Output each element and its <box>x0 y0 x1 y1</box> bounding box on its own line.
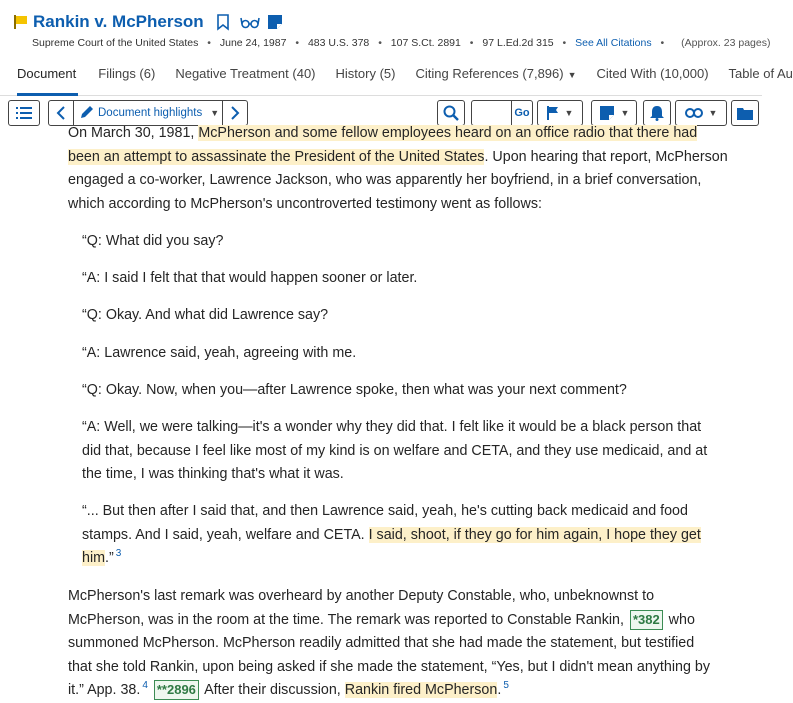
chevron-down-icon: ▼ <box>564 108 574 118</box>
page-count: (Approx. 23 pages) <box>681 37 771 49</box>
tab-filings[interactable]: Filings (6) <box>98 66 156 81</box>
tab-table-of-authorities[interactable]: Table of Au <box>728 66 793 81</box>
quote-line: “A: Lawrence said, yeah, agreeing with me. <box>82 345 357 361</box>
search-icon <box>443 105 459 121</box>
quote-line: “Q: What did you say? <box>82 233 224 249</box>
go-button[interactable]: Go <box>514 107 530 119</box>
paragraph-text: . <box>497 682 502 698</box>
highlighted-text[interactable]: I said, shoot, if they go for him again, I hope they get him <box>82 526 701 566</box>
document-body <box>0 125 762 703</box>
note-icon <box>599 105 615 121</box>
yellow-flag-icon[interactable] <box>13 14 29 30</box>
chevron-down-icon: ▼ <box>210 108 220 118</box>
chevron-left-icon <box>56 106 66 120</box>
bookmark-icon[interactable] <box>214 13 232 31</box>
highlighted-text[interactable]: Rankin fired McPherson <box>344 682 498 698</box>
title-row <box>13 12 292 32</box>
star-page-382[interactable]: *382 <box>630 610 663 630</box>
document-header <box>0 0 793 96</box>
chevron-right-icon <box>230 106 240 120</box>
chevron-down-icon: ▼ <box>620 108 630 118</box>
quote-text: .” <box>105 550 114 566</box>
footnote-5-link[interactable]: 5 <box>503 680 509 692</box>
citation-us: 483 U.S. 378 <box>307 37 370 49</box>
quote-line: “A: I said I felt that that would happen sooner or later. <box>82 270 418 286</box>
paragraph-text: McPherson's last remark was overheard by another Deputy Constable, who, unbeknownst to McPherson, was in the room at the time. The remark was reported to Constable Rankin, <box>68 588 655 628</box>
star-page-2896[interactable]: **2896 <box>154 680 199 700</box>
note-icon[interactable] <box>266 13 284 31</box>
document-highlights-label: Document highlights <box>98 107 203 119</box>
case-title[interactable]: Rankin v. McPherson <box>33 12 204 31</box>
link-icon <box>685 107 703 119</box>
paragraph-text: On March 30, 1981, <box>68 125 199 141</box>
tab-history[interactable]: History (5) <box>335 66 396 81</box>
citation-meta: Supreme Court of the United States • June 24, 1987 • 483 U.S. 378 • 107 S.Ct. 2891 • 97 L.Ed.2d 315 • See All Citations • (Approx. 23 pages) <box>32 37 771 49</box>
bell-icon <box>649 105 665 121</box>
court-name: Supreme Court of the United States <box>32 37 199 49</box>
document-tabs <box>0 62 793 96</box>
quote-line <box>82 500 712 571</box>
tab-cited-with[interactable]: Cited With (10,000) <box>596 66 709 81</box>
decision-date: June 24, 1987 <box>219 37 287 49</box>
paragraph-closing <box>68 585 718 703</box>
quote-line: “Q: Okay. Now, when you—after Lawrence spoke, then what was your next comment? <box>82 382 627 398</box>
flag-icon <box>547 106 559 120</box>
citation-led: 97 L.Ed.2d 315 <box>482 37 554 49</box>
tab-negative-treatment[interactable]: Negative Treatment (40) <box>175 66 316 81</box>
chevron-down-icon: ▼ <box>708 108 718 118</box>
list-icon <box>16 106 32 120</box>
toc-list-button[interactable] <box>8 100 40 126</box>
folder-icon <box>737 106 753 120</box>
paragraph-text: . Upon hearing that report, McPherson engaged a co-worker, Lawrence Jackson, who was apparently her boyfriend, in a brief conversation, which according to McPherson's uncontroverted testimony went as follows: <box>68 148 728 212</box>
folder-button[interactable] <box>731 100 759 126</box>
quote-text: “... But then after I said that, and then Lawrence said, yeah, he's cutting back medicaid and food stamps. And I said, yeah, welfare and CETA. <box>82 503 688 543</box>
paragraph-opening <box>68 122 728 216</box>
tab-citing-references[interactable] <box>415 62 576 96</box>
citation-sct: 107 S.Ct. 2891 <box>390 37 461 49</box>
quote-line: “Q: Okay. And what did Lawrence say? <box>82 307 329 323</box>
quote-line: “A: Well, we were talking—it's a wonder why they did that. I felt like it would be a black person that did that, because I feel like most of my kind is on welfare and CETA, and they use medicaid, and at the time, I was thinking that's what it was. <box>82 419 708 482</box>
chevron-down-icon: ▼ <box>567 70 577 80</box>
tab-document[interactable]: Document <box>17 62 78 96</box>
highlighted-text[interactable]: McPherson and some fellow employees heard on an office radio that there had been an attempt to assassinate the President of the United States <box>68 125 698 165</box>
see-all-citations-link[interactable]: See All Citations <box>575 37 652 49</box>
paragraph-text: After their discussion, <box>200 682 345 698</box>
footnote-3-link[interactable]: 3 <box>115 548 122 560</box>
footnote-4-link[interactable]: 4 <box>142 680 148 692</box>
paragraph-text: who summoned McPherson. McPherson readily admitted that she had made the statement, but testified that she told Rankin, upon being asked if she made the statement, “Yes, but I didn't mean anything by it.” App. 38. <box>68 611 710 698</box>
glasses-icon[interactable] <box>240 13 258 31</box>
pencil-icon <box>80 105 94 122</box>
tab-citing-references-label: Citing References (7,896) <box>415 66 564 81</box>
